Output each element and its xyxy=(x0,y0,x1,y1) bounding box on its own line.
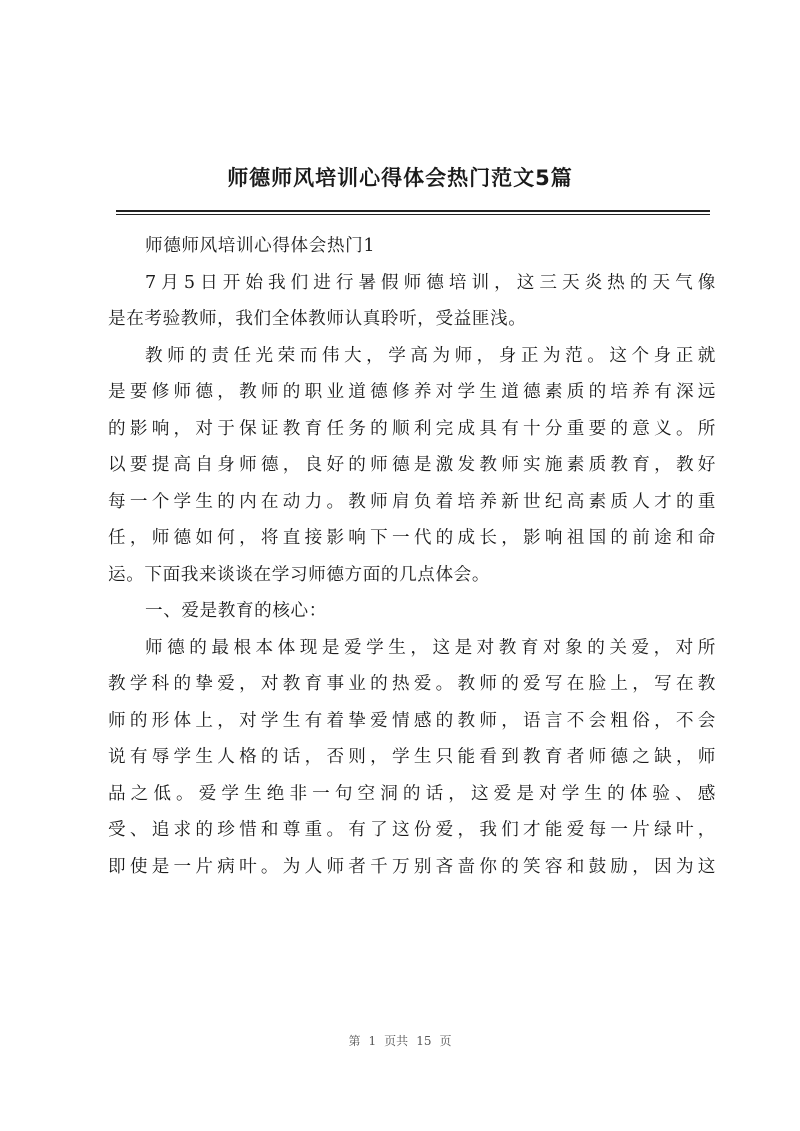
text-line: 是要修师德，教师的职业道德修养对学生道德素质的培养有深远 xyxy=(108,382,716,402)
text-line: 运。下面我来谈谈在学习师德方面的几点体会。 xyxy=(108,564,491,585)
text-line: 教师的责任光荣而伟大，学高为师，身正为范。这个身正就 xyxy=(145,345,716,366)
document-body xyxy=(108,228,716,885)
title-underline xyxy=(116,210,710,212)
footer-mid: 页共 xyxy=(384,1034,409,1048)
text-line: 品之低。爱学生绝非一句空洞的话，这爱是对学生的体验、感 xyxy=(108,783,716,804)
text-line: 是在考验教师，我们全体教师认真聆听，受益匪浅。 xyxy=(108,309,527,329)
text-line: 任，师德如何，将直接影响下一代的成长，影响祖国的前途和命 xyxy=(108,528,716,548)
document-title: 师德师风培训心得体会热门范文5篇 xyxy=(227,166,573,190)
text-line: 师德的最根本体现是爱学生，这是对教育对象的关爱，对所 xyxy=(145,637,716,658)
title-underline-thin xyxy=(116,214,710,215)
page-footer xyxy=(0,1032,800,1049)
text-line: 师德师风培训心得体会热门1 xyxy=(145,236,376,256)
text-line: 每一个学生的内在动力。教师肩负着培养新世纪高素质人才的重 xyxy=(108,491,716,512)
text-line: 即使是一片病叶。为人师者千万别吝啬你的笑容和鼓励，因为这 xyxy=(108,856,716,877)
text-line: 的影响，对于保证教育任务的顺利完成具有十分重要的意义。所 xyxy=(108,418,716,439)
text-line: 一、爱是教育的核心： xyxy=(145,601,327,621)
text-line: 以要提高自身师德，良好的师德是激发教师实施素质教育，教好 xyxy=(108,455,716,475)
footer-suffix: 页 xyxy=(439,1034,452,1048)
text-line: 教学科的挚爱，对教育事业的热爱。教师的爱写在脸上，写在教 xyxy=(108,674,716,694)
footer-prefix: 第 xyxy=(348,1034,361,1048)
footer-total-pages: 15 xyxy=(416,1034,432,1048)
text-line: 师的形体上，对学生有着挚爱情感的教师，语言不会粗俗，不会 xyxy=(108,710,716,731)
text-line: 7月5日开始我们进行暑假师德培训，这三天炎热的天气像 xyxy=(145,272,716,293)
text-line: 受、追求的珍惜和尊重。有了这份爱，我们才能爱每一片绿叶， xyxy=(108,820,716,840)
footer-page-number: 1 xyxy=(368,1034,377,1048)
text-line: 说有辱学生人格的话，否则，学生只能看到教育者师德之缺，师 xyxy=(108,747,716,767)
